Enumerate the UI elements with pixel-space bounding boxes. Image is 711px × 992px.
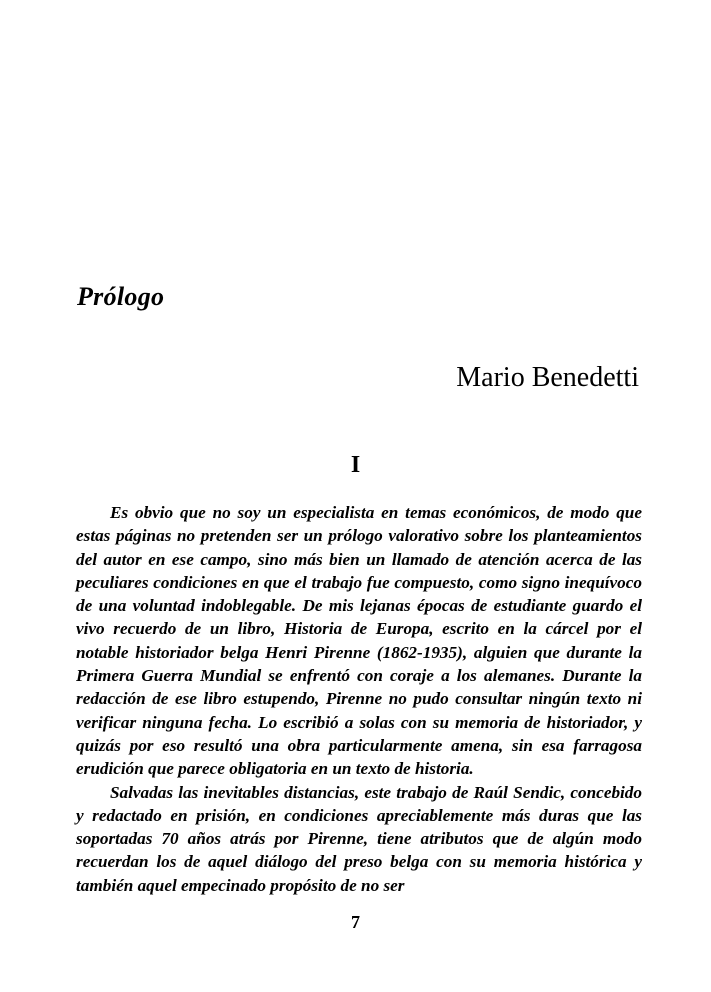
section-number: I [350, 452, 361, 478]
paragraph: Salvadas las inevitables distancias, este trabajo de Raúl Sendic, concebido y redactado en prisión, en condiciones apreciablemente más duras que las soportadas 70 años atrás por Pirenne, tiene atributos que de algún modo recuerdan los de aquel diálogo del preso belga con su memoria histórica y también aquel empecinado propósito de no ser [76, 782, 642, 895]
author-name: Mario Benedetti [456, 362, 639, 393]
page-number: 7 [351, 912, 360, 932]
chapter-title: Prólogo [77, 282, 165, 311]
body-text [76, 501, 642, 897]
paragraph: Es obvio que no soy un especialista en temas económicos, de modo que estas páginas no pretenden ser un prólogo valorativo sobre los planteamientos del autor en ese campo, sino más bien un llamado de atención acerca de las peculiares condiciones en que el trabajo fue compuesto, como signo inequívoco de una voluntad indoblegable. De mis lejanas épocas de estudiante guardo el vivo recuerdo de un libro, Historia de Europa, escrito en la cárcel por el notable historiador belga Henri Pirenne (1862-1935), alguien que durante la Primera Guerra Mundial se enfrentó con coraje a los alemanes. Durante la redacción de ese libro estupendo, Pirenne no pudo consultar ningún texto ni verificar ninguna fecha. Lo escribió a solas con su memoria de historiador, y quizás por eso resultó una obra particularmente amena, sin esa farragosa erudición que parece obligatoria en un texto de historia. [76, 503, 642, 779]
